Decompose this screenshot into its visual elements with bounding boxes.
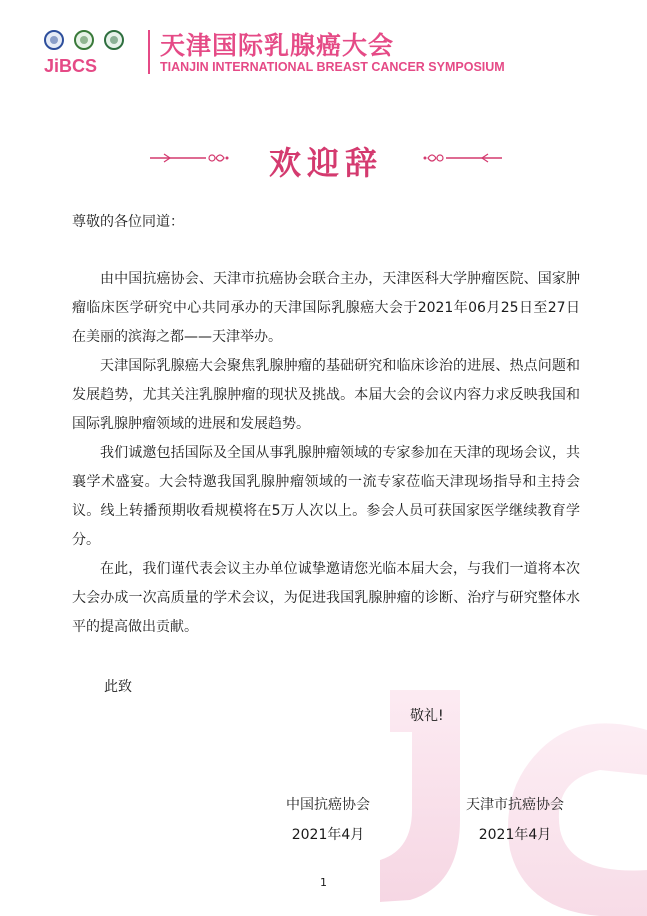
- letter-body: [72, 265, 580, 642]
- signature-block: [460, 794, 570, 854]
- hospital-seal-icon: [104, 30, 124, 50]
- signature-block: [278, 794, 378, 854]
- regards-text: 敬礼!: [410, 708, 444, 724]
- symposium-title-cn: 天津国际乳腺癌大会: [160, 31, 395, 60]
- closing-text: 此致: [104, 679, 132, 695]
- welcome-heading: [150, 138, 502, 182]
- association-seal-icon: [44, 30, 64, 50]
- salutation: 尊敬的各位同道：: [72, 214, 184, 230]
- header-divider: [148, 30, 150, 74]
- heading-ornament-left-icon: [150, 150, 230, 166]
- paragraph-3: 我们诚邀包括国际及全国从事乳腺肿瘤领域的专家参加在天津的现场会议，共襄学术盛宴。大会特邀我国乳腺肿瘤领域的一流专家莅临天津现场指导和主持会议。线上转播预期收看规模将在5万人次以上。参会人员可获国家医学继续教育学分。: [72, 445, 580, 548]
- signature-date: 2021年4月: [291, 827, 365, 843]
- signature-org: 天津市抗癌协会: [466, 797, 564, 813]
- paragraph-4: 在此，我们谨代表会议主办单位诚挚邀请您光临本届大会，与我们一道将本次大会办成一次高质量的学术会议，为促进我国乳腺肿瘤的诊断、治疗与研究整体水平的提高做出贡献。: [72, 561, 580, 635]
- logo-group: [44, 26, 140, 76]
- page-header: [44, 26, 604, 76]
- paragraph-2: 天津国际乳腺癌大会聚焦乳腺肿瘤的基础研究和临床诊治的进展、热点问题和发展趋势，尤其关注乳腺肿瘤的现状及挑战。本届大会的会议内容力求反映我国和国际乳腺肿瘤领域的进展和发展趋势。: [72, 358, 580, 432]
- signature-date: 2021年4月: [478, 827, 552, 843]
- university-seal-icon: [74, 30, 94, 50]
- paragraph-1: 由中国抗癌协会、天津市抗癌协会联合主办，天津医科大学肿瘤医院、国家肿瘤临床医学研究中心共同承办的天津国际乳腺癌大会于2021年06月25日至27日在美丽的滨海之都——天津举办。: [72, 271, 580, 345]
- signature-org: 中国抗癌协会: [286, 797, 370, 813]
- heading-text: 欢迎辞: [268, 144, 383, 182]
- heading-ornament-right-icon: [422, 150, 502, 166]
- jibcs-logo: JiBCS: [44, 56, 98, 76]
- page-number: 1: [320, 876, 327, 889]
- symposium-title-en: TIANJIN INTERNATIONAL BREAST CANCER SYMPOSIUM: [160, 60, 505, 74]
